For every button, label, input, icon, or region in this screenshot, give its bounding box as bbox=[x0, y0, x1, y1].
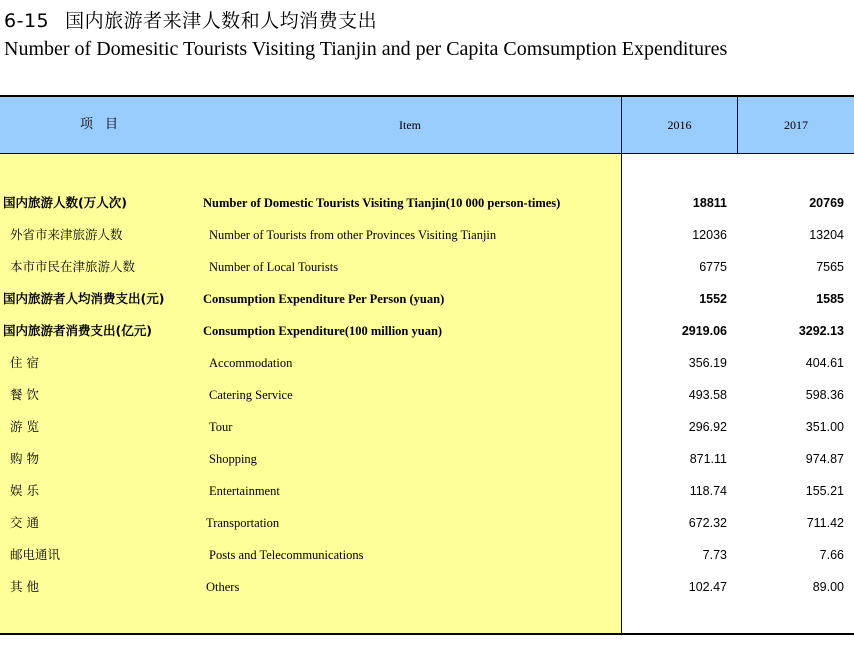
value-2017: 598.36 bbox=[805, 388, 844, 402]
header-rule bbox=[0, 153, 854, 154]
value-2016: 102.47 bbox=[688, 580, 727, 594]
value-2017: 7.66 bbox=[819, 548, 844, 562]
value-2017: 1585 bbox=[816, 292, 844, 306]
row-label-en: Number of Local Tourists bbox=[209, 260, 339, 274]
row-label-en: Shopping bbox=[209, 452, 257, 466]
table-row bbox=[0, 449, 854, 481]
value-2017: 89.00 bbox=[812, 580, 844, 594]
table-row bbox=[0, 353, 854, 385]
value-2017: 7565 bbox=[816, 260, 844, 274]
row-label-en: Consumption Expenditure Per Person (yuan) bbox=[203, 292, 445, 306]
row-label-en: Others bbox=[206, 580, 240, 594]
header-item-cn: 项目 bbox=[79, 117, 130, 132]
table-row bbox=[0, 321, 854, 353]
value-2017: 13204 bbox=[809, 228, 844, 242]
header-year-2016: 2016 bbox=[667, 118, 692, 132]
row-label-cn: 本市市民在津旅游人数 bbox=[10, 259, 136, 274]
row-label-en: Tour bbox=[209, 420, 233, 434]
row-label-cn: 邮电通讯 bbox=[10, 547, 61, 562]
table-number: 6-15 bbox=[4, 10, 50, 32]
value-2017: 404.61 bbox=[805, 356, 844, 370]
value-2016: 12036 bbox=[692, 228, 727, 242]
value-2016: 356.19 bbox=[688, 356, 727, 370]
header-year-2017: 2017 bbox=[784, 118, 808, 132]
row-label-en: Transportation bbox=[206, 516, 280, 530]
value-2016: 7.73 bbox=[702, 548, 727, 562]
row-label-cn: 购 物 bbox=[10, 451, 39, 466]
bottom-rule bbox=[0, 633, 854, 635]
row-label-cn: 交 通 bbox=[10, 515, 39, 530]
row-label-en: Number of Domestic Tourists Visiting Tianjin(10 000 person-times) bbox=[203, 196, 561, 210]
value-2017: 155.21 bbox=[805, 484, 844, 498]
value-2017: 351.00 bbox=[805, 420, 844, 434]
header-item-en: Item bbox=[399, 118, 421, 132]
row-label-en: Accommodation bbox=[209, 356, 293, 370]
row-label-cn: 其 他 bbox=[10, 579, 39, 594]
value-2016: 296.92 bbox=[688, 420, 727, 434]
row-label-en: Consumption Expenditure(100 million yuan) bbox=[203, 324, 443, 338]
value-2016: 6775 bbox=[699, 260, 727, 274]
row-label-cn: 国内旅游者消费支出(亿元) bbox=[3, 323, 152, 338]
table-row bbox=[0, 289, 854, 321]
table-row bbox=[0, 257, 854, 289]
table-row bbox=[0, 513, 854, 545]
value-2017: 20769 bbox=[809, 196, 844, 210]
value-2017: 974.87 bbox=[805, 452, 844, 466]
row-label-cn: 游 览 bbox=[10, 419, 39, 434]
value-2017: 3292.13 bbox=[798, 324, 844, 338]
table-row bbox=[0, 481, 854, 513]
value-2016: 2919.06 bbox=[681, 324, 727, 338]
row-label-cn: 国内旅游人数(万人次) bbox=[3, 195, 127, 210]
value-2016: 118.74 bbox=[689, 484, 727, 498]
table-row bbox=[0, 577, 854, 609]
row-label-cn: 外省市来津旅游人数 bbox=[10, 227, 123, 242]
table-title-en: Number of Domesitic Tourists Visiting Tianjin and per Capita Comsumption Expenditures bbox=[4, 38, 728, 60]
table-row bbox=[0, 417, 854, 449]
value-2016: 18811 bbox=[692, 196, 727, 210]
table-title-cn bbox=[4, 6, 377, 33]
row-label-en: Posts and Telecommunications bbox=[209, 548, 364, 562]
table-row bbox=[0, 193, 854, 225]
row-label-cn: 住 宿 bbox=[10, 355, 39, 370]
value-2016: 1552 bbox=[699, 292, 727, 306]
table-title-cn-text: 国内旅游者来津人数和人均消费支出 bbox=[65, 10, 378, 32]
row-label-en: Catering Service bbox=[209, 388, 293, 402]
value-2016: 871.11 bbox=[689, 452, 727, 466]
row-label-cn: 娱 乐 bbox=[10, 483, 39, 498]
value-2016: 672.32 bbox=[688, 516, 727, 530]
table-row bbox=[0, 225, 854, 257]
table-row bbox=[0, 385, 854, 417]
table-row bbox=[0, 545, 854, 577]
value-2017: 711.42 bbox=[806, 516, 844, 530]
row-label-en: Number of Tourists from other Provinces Visiting Tianjin bbox=[209, 228, 497, 242]
row-label-cn: 国内旅游者人均消费支出(元) bbox=[3, 291, 165, 306]
row-label-en: Entertainment bbox=[209, 484, 280, 498]
row-label-cn: 餐 饮 bbox=[10, 387, 39, 402]
value-2016: 493.58 bbox=[688, 388, 727, 402]
